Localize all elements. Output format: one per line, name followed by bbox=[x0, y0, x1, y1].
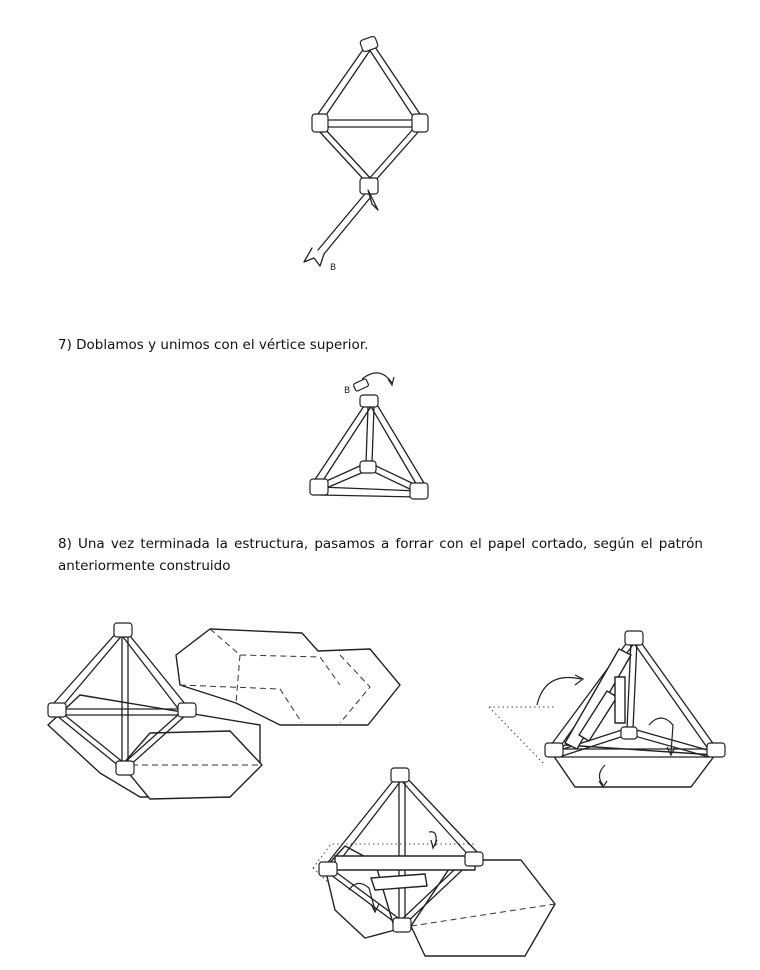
rhombus-straw-frame-figure bbox=[290, 30, 450, 280]
paper-folding-tetrahedron-figure bbox=[305, 760, 565, 970]
step-8-text: 8) Una vez terminada la estructura, pasamos a forrar con el papel cortado, según el patrón anteriormente construido bbox=[58, 536, 703, 574]
straw-label-b-step7: B bbox=[344, 386, 351, 396]
tetrahedron-frame-figure bbox=[300, 365, 440, 505]
rhombus-straw-frame-drawing bbox=[290, 30, 450, 280]
tetrahedron-frame-drawing bbox=[300, 365, 440, 505]
paper-folding-tetrahedron-drawing bbox=[305, 760, 565, 970]
straw-label-b: B bbox=[330, 263, 337, 273]
step-7-text: 7) Doblamos y unimos con el vértice superior. bbox=[58, 337, 369, 353]
